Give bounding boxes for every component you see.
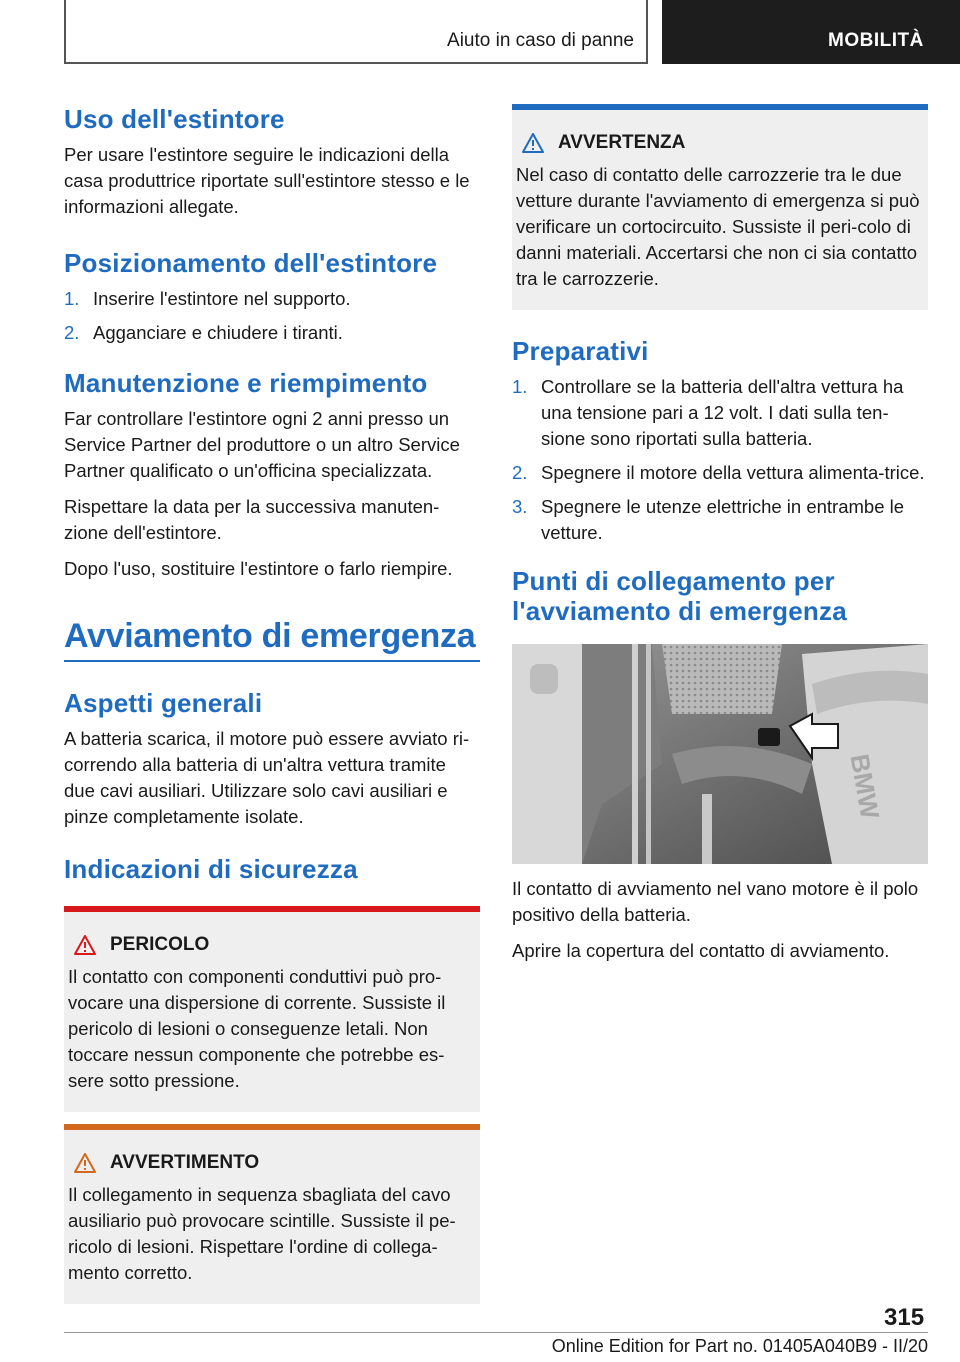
list-item: 3. Spegnere le utenze elettriche in entrambe le vetture.: [512, 496, 905, 543]
notice-heading: [516, 132, 920, 154]
svg-text:BMW: BMW: [844, 751, 886, 821]
chapter-heading: [64, 616, 480, 662]
section-title-connection-points: Punti di collegamento per l'avviamento di emergenza: [512, 566, 847, 626]
footer-edition: Online Edition for Part no. 01405A040B9 - II/20: [551, 1336, 928, 1356]
notice-title: AVVERTENZA: [558, 132, 686, 153]
header-chapter-label: MOBILITÀ: [828, 30, 924, 51]
header-chapter-tab: [662, 0, 960, 64]
paragraph-maintenance-2: Rispettare la data per la successiva manuten‐zione dell'estintore.: [64, 496, 440, 543]
photo-caption-1: Il contatto di avviamento nel vano motore è il polo positivo della batteria.: [512, 878, 919, 925]
list-item: 1. Inserire l'estintore nel supporto.: [64, 288, 351, 309]
right-column: [512, 104, 928, 974]
warning-text: Il collegamento in sequenza sbagliata del cavo ausiliario può provocare scintille. Sussiste il pe‐ricolo di lesioni. Rispettare l'ordine di collega‐mento corretto.: [68, 1184, 456, 1283]
photo-caption-2: Aprire la copertura del contatto di avviamento.: [512, 940, 890, 961]
danger-heading: [68, 934, 472, 956]
section-title-safety: Indicazioni di sicurezza: [64, 854, 358, 884]
warning-triangle-icon: [74, 1153, 96, 1173]
section-title-general: Aspetti generali: [64, 688, 263, 718]
paragraph-use-extinguisher: Per usare l'estintore seguire le indicazioni della casa produttrice riportate sull'estintore stesso e le informazioni allegate.: [64, 144, 470, 217]
engine-bay-photo: [512, 644, 928, 864]
footer-divider: [64, 1332, 928, 1333]
list-item: 2. Agganciare e chiudere i tiranti.: [64, 322, 343, 343]
warning-triangle-icon: [74, 935, 96, 955]
notice-box: [512, 104, 928, 310]
warning-triangle-icon: [522, 133, 544, 153]
section-title-use-extinguisher: Uso dell'estintore: [64, 104, 285, 134]
paragraph-maintenance-3: Dopo l'uso, sostituire l'estintore o farlo riempire.: [64, 558, 453, 579]
section-title-preparation: Preparativi: [512, 336, 649, 366]
warning-box: [64, 1124, 480, 1304]
paragraph-maintenance-1: Far controllare l'estintore ogni 2 anni presso un Service Partner del produttore o un altro Service Partner qualificato o un'officina specializzata.: [64, 408, 460, 481]
warning-heading: [68, 1152, 472, 1174]
chapter-title: Avviamento di emergenza: [64, 617, 476, 655]
header-section-tab: [64, 0, 648, 64]
preparation-steps: [512, 374, 928, 546]
paragraph-general: A batteria scarica, il motore può essere avviato ri‐correndo alla batteria di un'altra vettura tramite due cavi ausiliari. Utilizzare solo cavi ausiliari e pinze completamente isolate.: [64, 728, 470, 827]
danger-box: [64, 906, 480, 1112]
danger-title: PERICOLO: [110, 934, 210, 955]
notice-text: Nel caso di contatto delle carrozzerie tra le due vetture durante l'avviamento di emergenza si può verificare un cortocircuito. Sussiste il peri‐colo di danni materiali. Accertarsi che non ci sia contatto tra le carrozzerie.: [516, 164, 920, 289]
positioning-steps: [64, 286, 480, 346]
left-column: [64, 104, 480, 1304]
page-number: 315: [884, 1304, 925, 1331]
section-title-maintenance: Manutenzione e riempimento: [64, 368, 428, 398]
list-item: 2. Spegnere il motore della vettura alimenta‐trice.: [512, 462, 925, 483]
list-item: 1. Controllare se la batteria dell'altra vettura ha una tensione pari a 12 volt. I dati sulla ten‐sione sono riportati sulla batteria.: [512, 376, 904, 449]
warning-title: AVVERTIMENTO: [110, 1152, 260, 1173]
header-section-label: Aiuto in caso di panne: [447, 30, 634, 51]
danger-text: Il contatto con componenti conduttivi può pro‐vocare una dispersione di corrente. Sussiste il pericolo di lesioni o conseguenze letali. Non toccare nessun componente che potrebbe es‐sere sotto pressione.: [68, 966, 446, 1091]
section-title-positioning: Posizionamento dell'estintore: [64, 248, 438, 278]
